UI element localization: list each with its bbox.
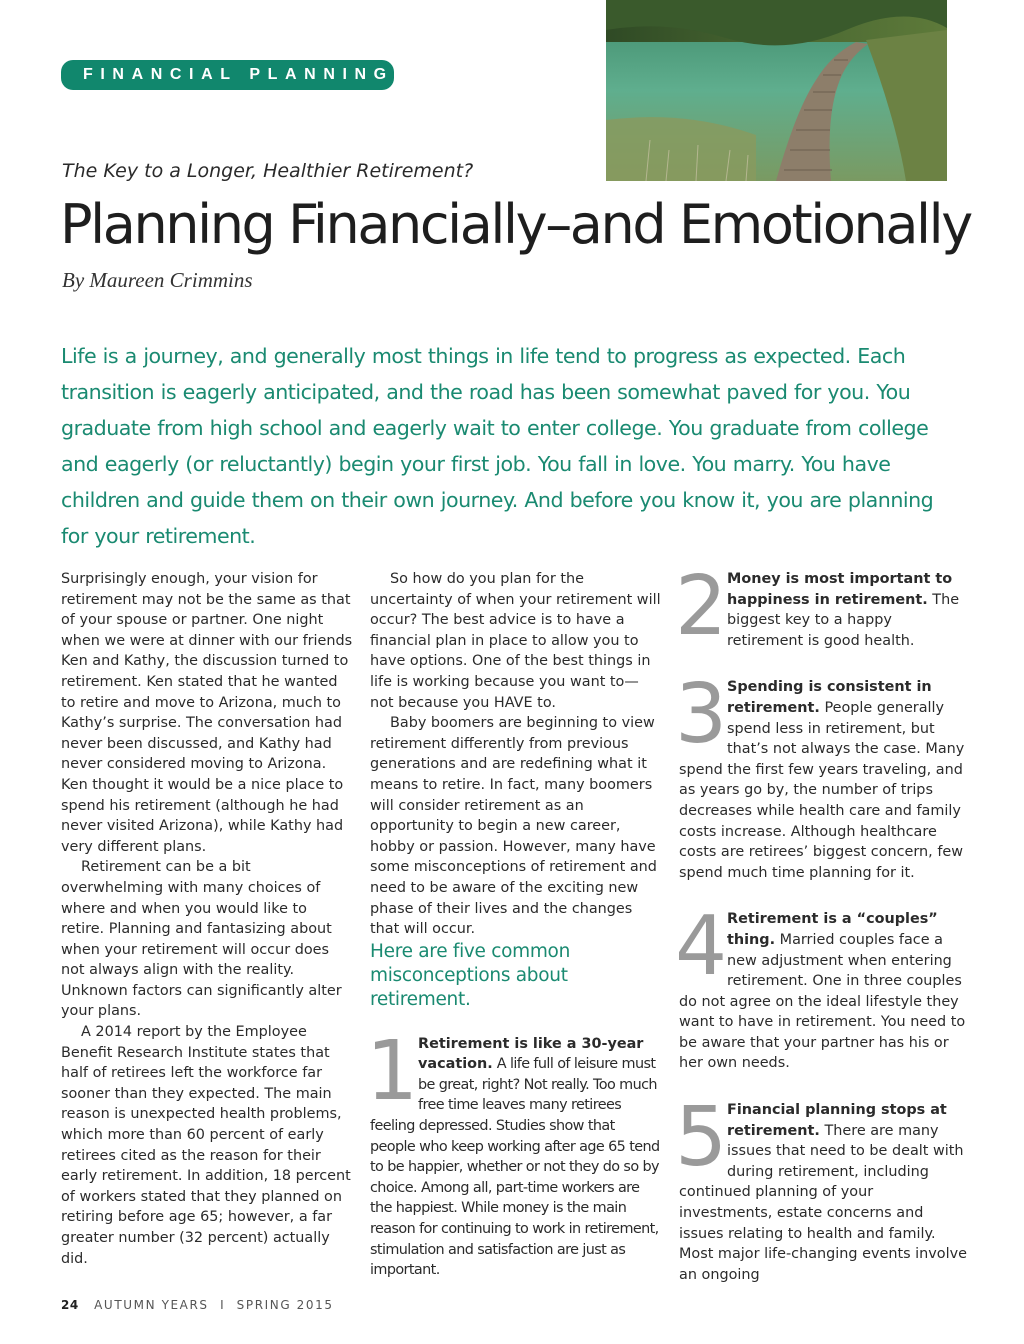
body-paragraph: Retirement can be a bit overwhelming with many choices of where and when you would like to retire. Planning and fantasizing about when your retirement will occur does not always align with the reality. Unknown factors can significantly alter your plans. bbox=[61, 859, 342, 1020]
column-2 bbox=[366, 569, 662, 1281]
section-tag: FINANCIAL PLANNING bbox=[61, 60, 394, 90]
misconception-number: 4 bbox=[675, 899, 728, 995]
misconception-title: Financial planning stops at retirement. bbox=[727, 1102, 947, 1139]
byline: By Maureen Crimmins bbox=[62, 268, 253, 292]
boardwalk-photo bbox=[606, 0, 947, 181]
misconception-number: 3 bbox=[675, 667, 728, 763]
column-3 bbox=[675, 559, 969, 1285]
misconception-number: 5 bbox=[675, 1090, 728, 1186]
publication-name: AUTUMN YEARS bbox=[94, 1298, 209, 1312]
body-paragraph: A 2014 report by the Employee Benefit Research Institute states that half of retirees left the workforce far sooner than they expected. The main reason is unexpected health problems, which more than 60 percent of early retirees cited as the reason for their early retirement. In addition, 18 percent of workers stated that they planned on retiring before age 65; however, a far greater number (32 percent) actually did. bbox=[61, 1024, 351, 1267]
misconception-body: A life full of leisure must be great, right? Not really. Too much free time leaves many retirees feeling depressed. Studies show that people who keep working after age 65 tend to be happier, whether or not they do so by choice. Among all, part-time workers are the happiest. While money is the main reason for continuing to work in retirement, stimulation and satisfaction are just as important. bbox=[370, 1056, 660, 1279]
misconception-item-1 bbox=[366, 1023, 662, 1281]
misconception-body: There are many issues that need to be dealt with during retirement, including continued planning of your investments, estate concerns and issues relating to health and family. Most major life-changing events involve an ongoing bbox=[679, 1122, 967, 1283]
body-paragraph: Baby boomers are beginning to view retirement differently from previous generations and are redefining what it means to retire. In fact, many boomers will consider retirement as an opportunity to begin a new career, hobby or passion. However, many have some misconceptions of retirement and need to be aware of the exciting new phase of their lives and the changes that will occur. bbox=[370, 715, 657, 938]
misconception-title: Spending is consistent in retirement. bbox=[727, 679, 932, 716]
footer-separator: I bbox=[220, 1298, 226, 1312]
misconception-item-5 bbox=[675, 1090, 969, 1285]
intro-paragraph: Life is a journey, and generally most things in life tend to progress as expected. Each transition is eagerly anticipated, and the road has been somewhat paved for you. You graduate from high school and eagerly wait to enter college. You graduate from college and eagerly (or reluctantly) begin your first job. You fall in love. You marry. You have children and guide them on their own journey. And before you know it, you are planning for your retirement. bbox=[61, 344, 934, 548]
misconception-number: 2 bbox=[675, 559, 728, 654]
body-paragraph: So how do you plan for the uncertainty of when your retirement will occur? The best advice is to have a financial plan in place to allow you to have options. One of the best things in life is working because you want to—not because you HAVE to. bbox=[370, 571, 661, 711]
body-paragraph: Surprisingly enough, your vision for retirement may not be the same as that of your spouse or partner. One night when we were at dinner with our friends Ken and Kathy, the discussion turned to retirement. Ken stated that he wanted to retire and move to Arizona, much to Kathy’s surprise. The conversation had never been discussed, and Kathy had never considered moving to Arizona. Ken thought it would be a nice place to spend his retirement (although he had never visited Arizona), while Kathy had very different plans. bbox=[61, 571, 353, 855]
kicker: The Key to a Longer, Healthier Retirement? bbox=[62, 160, 474, 182]
headline: Planning Financially–and Emotionally bbox=[60, 193, 971, 256]
misconception-item-3 bbox=[675, 667, 969, 883]
misconceptions-subhead: Here are five common misconceptions about retirement. bbox=[370, 940, 570, 1010]
misconception-title: Retirement is like a 30-year vacation. bbox=[418, 1035, 644, 1073]
misconception-number: 1 bbox=[366, 1023, 419, 1119]
misconception-item-4 bbox=[675, 899, 969, 1074]
page-number: 24 bbox=[61, 1298, 79, 1312]
issue-label: SPRING 2015 bbox=[236, 1298, 334, 1312]
misconception-title: Retirement is a “couples” thing. bbox=[727, 911, 938, 948]
misconception-title: Money is most important to happiness in retirement. bbox=[727, 571, 953, 608]
misconception-body: People generally spend less in retirement, but that’s not always the case. Many spend the first few years traveling, and as years go by, the number of trips decreases while health care and family costs increase. Although healthcare costs are retirees’ biggest concern, few spend much time planning for it. bbox=[679, 699, 965, 881]
misconception-body: The biggest key to a happy retirement is good health. bbox=[727, 591, 960, 649]
column-1 bbox=[61, 569, 353, 1269]
misconception-item-2 bbox=[675, 559, 969, 654]
page-footer bbox=[61, 1298, 334, 1312]
misconception-body: Married couples face a new adjustment when entering retirement. One in three couples do not agree on the ideal lifestyle they want to have in retirement. You need to be aware that your partner has his or her own needs. bbox=[679, 931, 966, 1072]
